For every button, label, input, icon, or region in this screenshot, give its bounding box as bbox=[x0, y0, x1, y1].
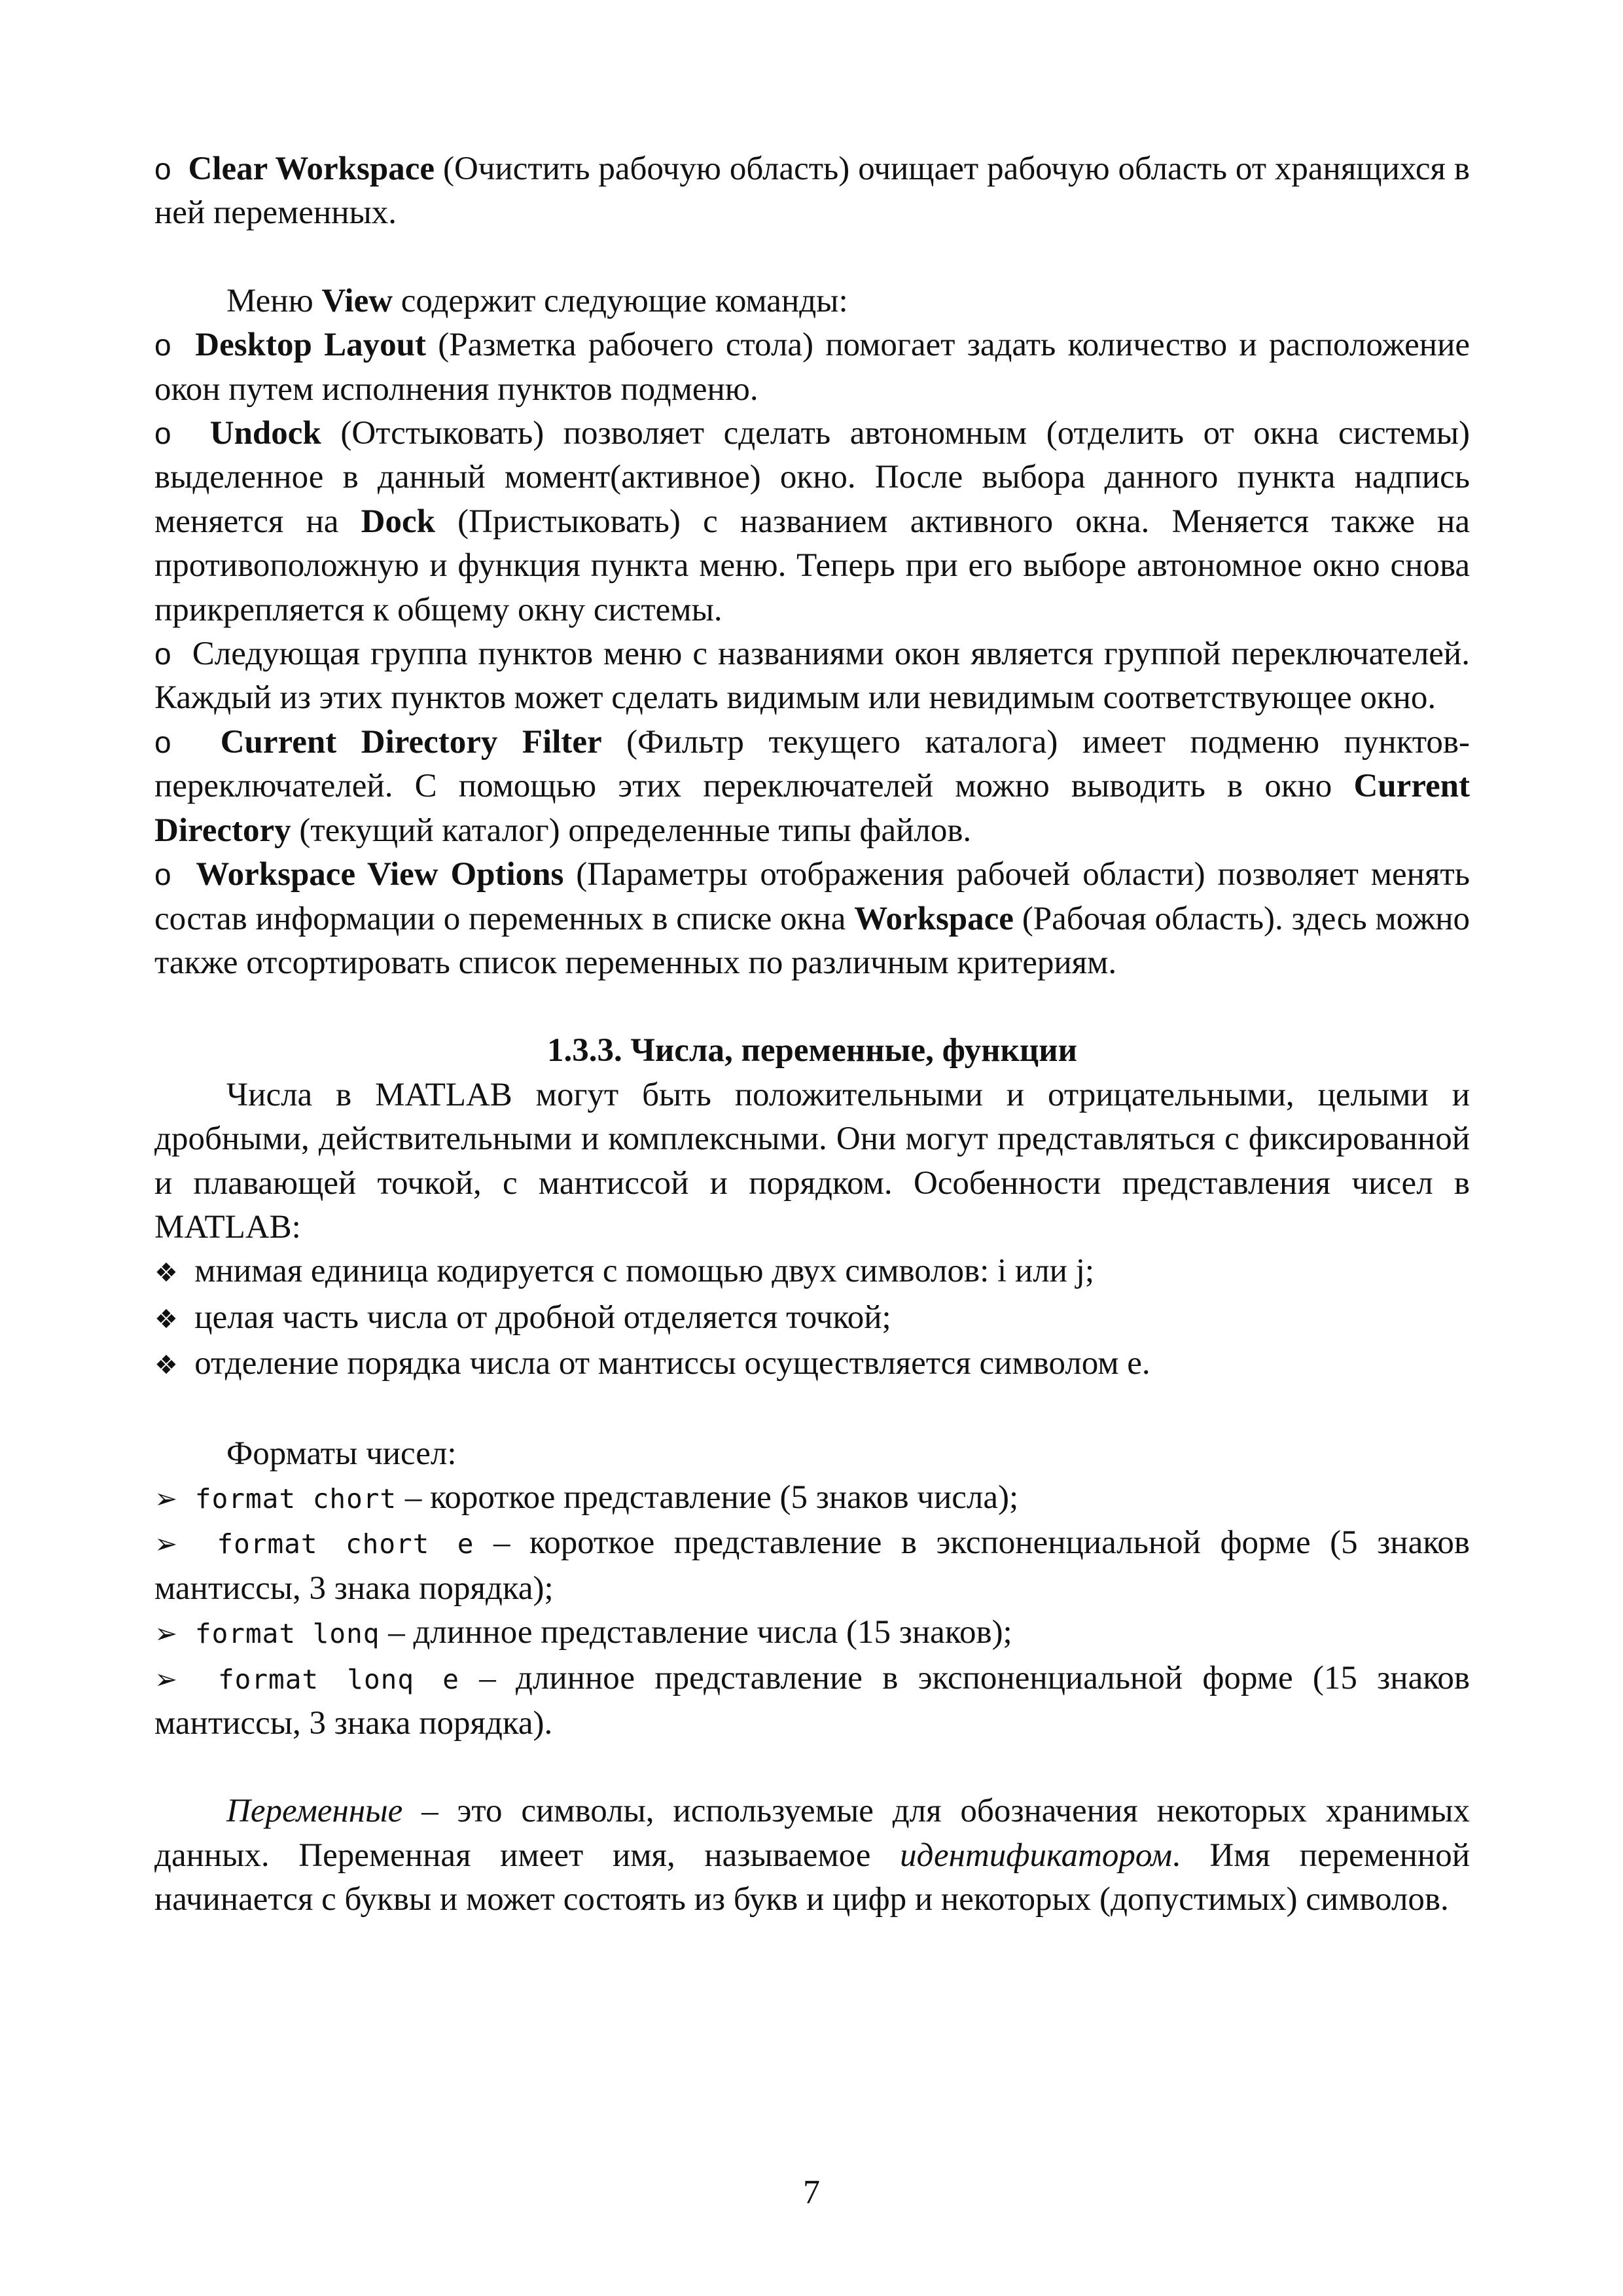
desc-undock: (Отстыковать) позволяет сделать автономным (отделить от окна системы) выделенное в данный момент(активное) окно. После выбора данного пункта надпись меняется на bbox=[154, 415, 1470, 540]
format-item bbox=[154, 1521, 1470, 1611]
term-view: View bbox=[321, 282, 393, 319]
format-code: format chort e bbox=[217, 1528, 474, 1560]
term-clear-workspace: Clear Workspace bbox=[188, 151, 435, 187]
desc-desktop-layout: (Разметка рабочего стола) помогает задать количество и расположение окон путем исполнения пунктов подменю. bbox=[154, 327, 1470, 408]
format-item bbox=[154, 1476, 1470, 1521]
format-item bbox=[154, 1657, 1470, 1746]
intro-text: Меню bbox=[226, 282, 322, 319]
term-variables: Переменные bbox=[226, 1793, 403, 1830]
desc-cdf-end: (текущий каталог) определенные типы файлов. bbox=[291, 812, 972, 849]
term-undock: Undock bbox=[209, 415, 321, 452]
desc-undock-end: (Пристыковать) с названием активного окна. Меняется также на противоположную и функция пункта меню. Теперь при его выборе автономное окно снова прикрепляется к общему окну системы. bbox=[154, 503, 1470, 628]
format-desc: – короткое представление в экспоненциальной форме (5 знаков мантиссы, 3 знака порядка); bbox=[154, 1524, 1470, 1607]
format-code: format chort bbox=[194, 1482, 397, 1515]
feature-item: ❖ мнимая единица кодируется с помощью двух символов: i или j; bbox=[154, 1249, 1470, 1295]
format-item bbox=[154, 1611, 1470, 1656]
format-desc: – короткое представление (5 знаков числа); bbox=[397, 1479, 1019, 1516]
menu-item-window-group bbox=[154, 632, 1470, 721]
numbers-paragraph: Числа в MATLAB могут быть положительными и отрицательными, целыми и дробными, действительными и комплексными. Они могут представляться с фиксированной и плавающей точкой, с мантиссой и порядком. Особенности представления чисел в MATLAB: bbox=[154, 1076, 1470, 1246]
desc-clear-workspace: (Очистить рабочую область) очищает рабочую область от хранящихся в ней переменных. bbox=[154, 151, 1470, 232]
desc-wvo: (Параметры отображения рабочей области) позволяет менять состав информации о переменных в списке окна bbox=[154, 856, 1470, 937]
desc-wvo-end: (Рабочая область). здесь можно также отсортировать список переменных по различным критериям. bbox=[154, 900, 1471, 981]
section-heading: 1.3.3. Числа, переменные, функции bbox=[546, 1032, 1078, 1069]
page-number: 7 bbox=[803, 2174, 820, 2211]
desc-cdf: (Фильтр текущего каталога) имеет подменю пунктов-переключателей. С помощью этих переключателей можно выводить в окно bbox=[154, 723, 1470, 805]
desc-window-group: Следующая группа пунктов меню с названиями окон является группой переключателей. Каждый из этих пунктов может сделать видимым или невидимым соответствующее окно. bbox=[154, 636, 1470, 717]
term-workspace: Workspace bbox=[854, 900, 1014, 937]
term-workspace-view-options: Workspace View Options bbox=[196, 856, 564, 893]
view-menu-intro bbox=[154, 279, 1470, 323]
format-desc: – длинное представление в экспоненциальной форме (15 знаков мантиссы, 3 знака порядка). bbox=[154, 1659, 1470, 1742]
term-desktop-layout: Desktop Layout bbox=[195, 327, 426, 364]
menu-item-clear-workspace bbox=[154, 147, 1470, 236]
format-code: format lonq bbox=[194, 1618, 380, 1650]
intro-text-end: содержит следующие команды: bbox=[393, 282, 848, 319]
variables-text: – это символы, используемые для обозначения некоторых хранимых данных. Переменная имеет имя, называемое bbox=[154, 1793, 1470, 1874]
page-body bbox=[154, 147, 1470, 1922]
format-code: format lonq e bbox=[217, 1663, 459, 1695]
term-dock: Dock bbox=[361, 503, 435, 540]
feature-item: ❖ отделение порядка числа от мантиссы осуществляется символом e. bbox=[154, 1342, 1470, 1388]
term-current-directory: Current Directory bbox=[154, 768, 1470, 849]
menu-item-undock bbox=[154, 412, 1470, 632]
term-identifier: идентификатором bbox=[900, 1837, 1173, 1874]
menu-item-workspace-view-options bbox=[154, 853, 1470, 985]
variables-paragraph bbox=[154, 1789, 1470, 1922]
term-current-directory-filter: Current Directory Filter bbox=[220, 723, 602, 761]
variables-text-end: . Имя переменной начинается с буквы и может состоять из букв и цифр и некоторых (допустимых) символов. bbox=[154, 1837, 1470, 1918]
menu-item-current-directory-filter bbox=[154, 721, 1470, 853]
format-desc: – длинное представление числа (15 знаков); bbox=[380, 1614, 1012, 1651]
formats-title: Форматы чисел: bbox=[226, 1435, 457, 1472]
feature-item: ❖ целая часть числа от дробной отделяется точкой; bbox=[154, 1296, 1470, 1342]
menu-item-desktop-layout bbox=[154, 323, 1470, 412]
